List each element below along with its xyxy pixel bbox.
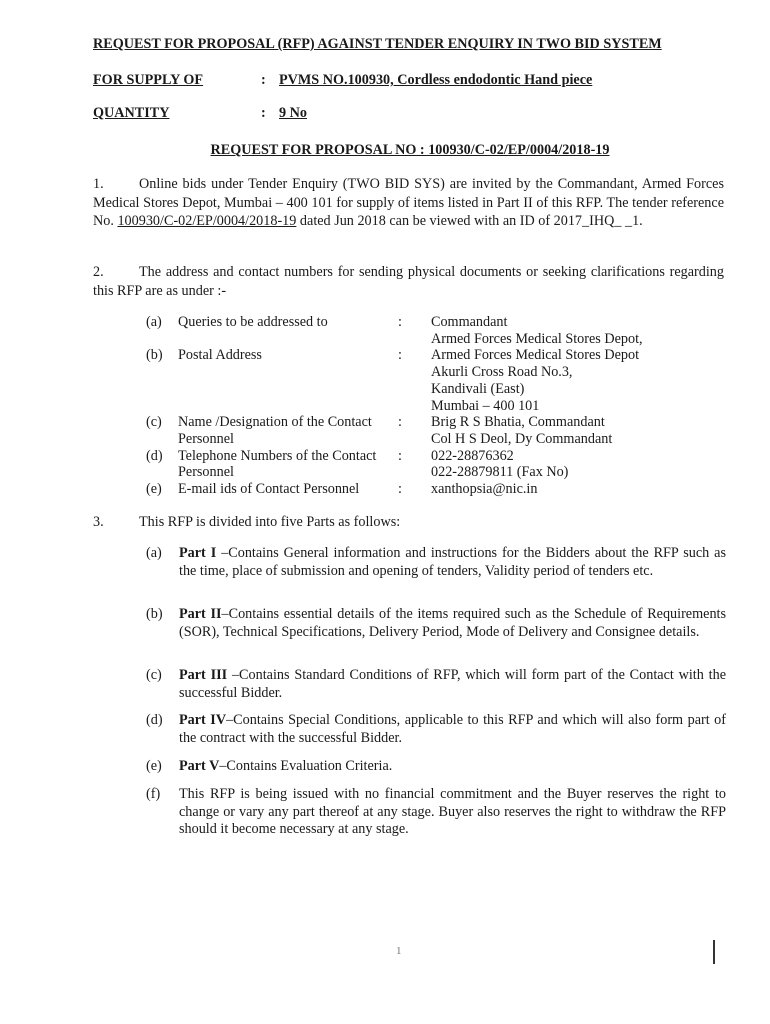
contact-row xyxy=(146,448,726,481)
part-item xyxy=(146,667,726,702)
contact-value-line: Commandant xyxy=(431,314,508,330)
contact-label: E-mail ids of Contact Personnel xyxy=(178,481,360,498)
contact-value xyxy=(431,347,726,414)
contact-value-line: Armed Forces Medical Stores Depot, xyxy=(431,330,643,347)
part-text: This RFP is being issued with no financial commitment and the Buyer reserves the right to change or vary any part thereof at any stage. Buyer also reserves the right to withdraw the RFP should it become necessary at any stage. xyxy=(179,786,726,837)
paragraph-text: This RFP is divided into five Parts as follows: xyxy=(139,514,401,530)
part-key: (c) xyxy=(146,667,162,683)
contact-colon: : xyxy=(398,314,402,330)
contact-value-line: Akurli Cross Road No.3, xyxy=(431,364,573,381)
part-text-block xyxy=(179,667,726,702)
part-item xyxy=(146,545,726,580)
contact-row xyxy=(146,481,726,498)
contact-colon: : xyxy=(398,447,402,464)
contact-value-line: Mumbai – 400 101 xyxy=(431,397,540,414)
quantity-label: QUANTITY xyxy=(93,105,170,121)
part-item xyxy=(146,712,726,747)
part-key: (a) xyxy=(146,545,162,561)
page-number: 1 xyxy=(396,945,402,957)
part-text: –Contains Evaluation Criteria. xyxy=(219,758,393,774)
rfp-number-text: REQUEST FOR PROPOSAL NO : 100930/C-02/EP/0004/2018-19 xyxy=(210,142,610,158)
part-title: Part III xyxy=(179,667,228,683)
part-text: –Contains essential details of the items required such as the Schedule of Requirements (SOR), Technical Specifications, Delivery Period, Mode of Delivery and Consignee details. xyxy=(179,606,726,640)
part-title: Part V xyxy=(179,758,220,774)
part-text-block xyxy=(179,712,726,747)
contact-colon: : xyxy=(398,414,402,431)
part-item xyxy=(146,758,726,776)
contact-row xyxy=(146,414,726,447)
contact-value-line: Brig R S Bhatia, Commandant xyxy=(431,414,605,431)
paragraph-number: 1. xyxy=(93,176,104,192)
part-text-block xyxy=(179,606,726,641)
part-text: –Contains Special Conditions, applicable to this RFP and which will also form part of the contract with the successful Bidder. xyxy=(179,712,726,746)
paragraph-text: dated Jun 2018 can be viewed with an ID of 2017_IHQ_ _1. xyxy=(296,213,643,229)
contact-value-line: xanthopsia@nic.in xyxy=(431,481,538,498)
part-key: (b) xyxy=(146,606,163,622)
paragraph-1 xyxy=(93,175,724,231)
paragraph-text: Online bids under Tender Enquiry (TWO BID SYS) are invited by the Commandant, Armed Forces Medical Stores Depot, Mumbai – 400 101 for supply of items listed in Part II of this RFP. The tender reference No. xyxy=(93,176,724,229)
part-text: –Contains Standard Conditions of RFP, which will form part of the Contact with the successful Bidder. xyxy=(179,667,726,701)
page-edge-mark xyxy=(713,940,715,964)
paragraph-text: The address and contact numbers for sending physical documents or seeking clarifications regarding this RFP are as under :- xyxy=(93,264,724,299)
contact-value xyxy=(431,448,726,481)
part-text-block xyxy=(179,545,726,580)
supply-label: FOR SUPPLY OF xyxy=(93,72,204,88)
contact-row xyxy=(146,314,726,347)
quantity-value: 9 No xyxy=(279,105,307,121)
supply-colon: : xyxy=(261,72,266,88)
part-text: –Contains General information and instructions for the Bidders about the RFP such as the time, place of submission and opening of tenders, Validity period of tenders etc. xyxy=(179,545,726,579)
part-title: Part I xyxy=(179,545,217,561)
contact-label: Telephone Numbers of the Contact Personnel xyxy=(178,447,377,481)
paragraph-2 xyxy=(93,263,724,300)
supply-value: PVMS NO.100930, Cordless endodontic Hand piece xyxy=(279,72,593,88)
part-key: (f) xyxy=(146,786,161,802)
part-title: Part II xyxy=(179,606,222,622)
part-title: Part IV xyxy=(179,712,227,728)
contact-label: Queries to be addressed to xyxy=(178,314,328,330)
rfp-number-heading xyxy=(0,142,770,159)
contact-value xyxy=(431,314,726,347)
part-key: (e) xyxy=(146,758,162,774)
part-item xyxy=(146,606,726,641)
part-key: (d) xyxy=(146,712,163,728)
paragraph-3 xyxy=(93,513,724,532)
contact-key: (a) xyxy=(146,314,162,330)
contact-colon: : xyxy=(398,347,402,364)
contact-colon: : xyxy=(398,481,402,498)
tender-reference: 100930/C-02/EP/0004/2018-19 xyxy=(117,213,297,229)
contact-value-line: Armed Forces Medical Stores Depot xyxy=(431,347,640,364)
part-text-block xyxy=(179,758,726,776)
contact-key: (d) xyxy=(146,447,163,464)
part-item xyxy=(146,786,726,839)
contact-row xyxy=(146,347,726,414)
contact-label: Name /Designation of the Contact Personnel xyxy=(178,414,372,447)
contact-value xyxy=(431,481,726,498)
document-title: REQUEST FOR PROPOSAL (RFP) AGAINST TENDER ENQUIRY IN TWO BID SYSTEM xyxy=(93,36,662,52)
contact-key: (c) xyxy=(146,414,162,431)
contact-value-line: 022-28879811 (Fax No) xyxy=(431,464,569,481)
contact-label: Postal Address xyxy=(178,347,262,364)
part-text-block xyxy=(179,786,726,839)
paragraph-number: 2. xyxy=(93,264,104,280)
contacts-table xyxy=(146,314,726,498)
quantity-colon: : xyxy=(261,105,266,121)
contact-value xyxy=(431,414,726,447)
contact-value-line: Col H S Deol, Dy Commandant xyxy=(431,430,613,447)
contact-key: (e) xyxy=(146,481,162,498)
contact-value-line: Kandivali (East) xyxy=(431,380,525,397)
contact-key: (b) xyxy=(146,347,163,364)
contact-value-line: 022-28876362 xyxy=(431,447,514,464)
paragraph-number: 3. xyxy=(93,514,104,530)
